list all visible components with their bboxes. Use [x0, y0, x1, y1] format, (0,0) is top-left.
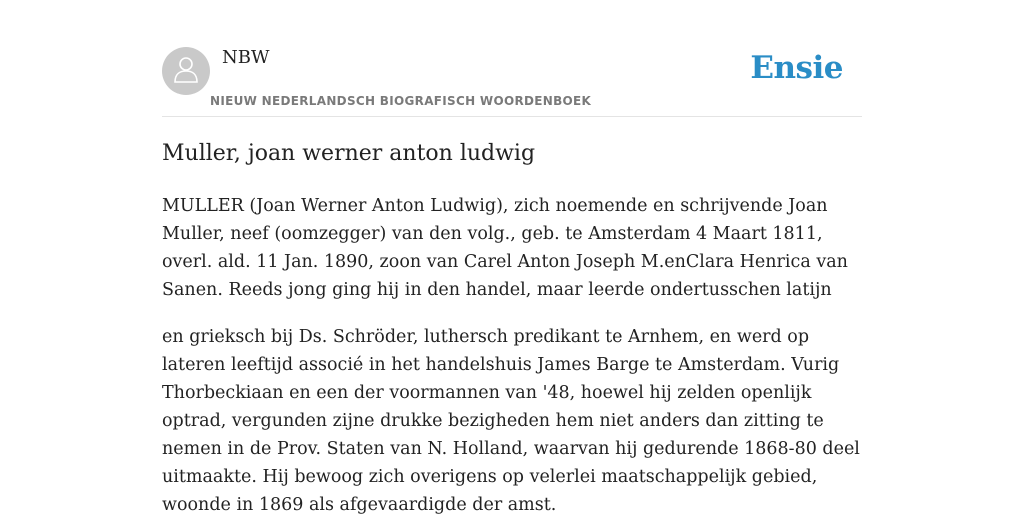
ensie-logo[interactable]: Ensie [750, 50, 843, 86]
header [162, 0, 862, 117]
page-container [162, 0, 862, 515]
author-name[interactable]: NBW [222, 47, 270, 68]
article-paragraph: MULLER (Joan Werner Anton Ludwig), zich noemende en schrijvende Joan Muller, neef (oomzegger) van den volg., geb. te Amsterdam 4 Maart 1811, overl. ald. 11 Jan. 1890, zoon van Carel Anton Joseph M.enClara Henrica van Sanen. Reeds jong ging hij in den handel, maar leerde ondertusschen latijn [162, 196, 848, 300]
user-icon [173, 55, 199, 87]
article-title: Muller, joan werner anton ludwig [162, 141, 536, 166]
avatar[interactable] [162, 47, 210, 95]
source-name[interactable]: NIEUW NEDERLANDSCH BIOGRAFISCH WOORDENBOEK [210, 94, 592, 108]
article-paragraph: en grieksch bij Ds. Schröder, luthersch predikant te Arnhem, en werd op lateren leeftijd associé in het handelshuis James Barge te Amsterdam. Vurig Thorbeckiaan en een der voormannen van '48, hoewel hij zelden openlijk optrad, vergunden zijne drukke bezigheden hem niet anders dan zitting te nemen in de Prov. Staten van N. Holland, waarvan hij gedurende 1868-80 deel uitmaakte. Hij bewoog zich overigens op velerlei maatschappelijk gebied, woonde in 1869 als afgevaardigde der amst. [162, 327, 860, 515]
